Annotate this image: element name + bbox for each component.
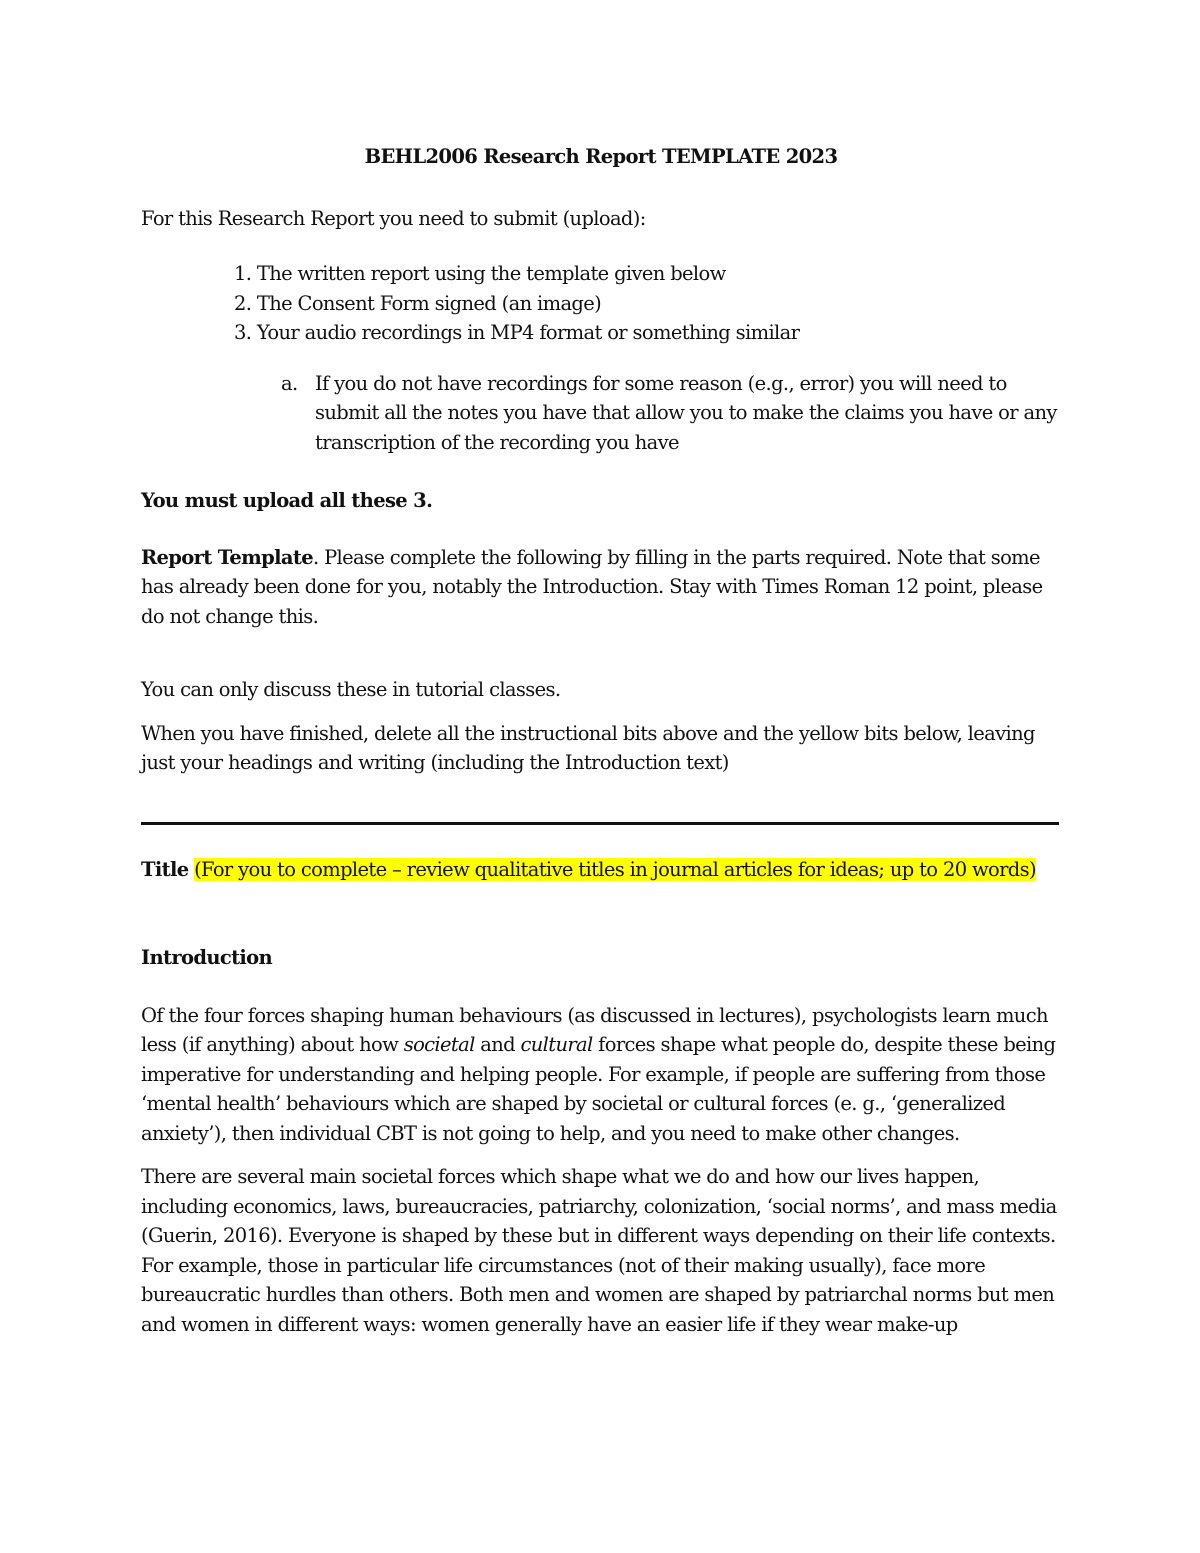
title-line bbox=[141, 855, 1061, 885]
list-item: 3. Your audio recordings in MP4 format or something similar bbox=[234, 321, 800, 344]
must-upload-note: You must upload all these 3. bbox=[141, 489, 433, 512]
sub-list-marker: a. bbox=[281, 371, 298, 395]
title-label: Title bbox=[141, 857, 189, 881]
horizontal-rule bbox=[141, 822, 1059, 825]
introduction-paragraph-2: There are several main societal forces which shape what we do and how our lives happen, including economics, laws, bureaucracies, patriarchy, colonization, ‘social norms’, and mass media (Guerin, 2016). Everyone is shaped by these but in different ways depending on their life contexts. For example, those in particular life circumstances (not of their making usually), face more bureaucratic hurdles than others. Both men and women are shaped by patriarchal norms but men and women in different ways: women generally have an easier life if they wear make-up bbox=[141, 1165, 1057, 1336]
sub-list-item bbox=[141, 369, 1061, 458]
paragraph-text: Of the four forces shaping human behaviours (as discussed in lectures), psychologists learn much less (if anything) about how bbox=[141, 1003, 1048, 1056]
report-template-label: Report Template bbox=[141, 545, 313, 569]
document-title: BEHL2006 Research Report TEMPLATE 2023 bbox=[364, 145, 838, 168]
report-template-text: . Please complete the following by filling in the parts required. Note that some has already been done for you, notably the Introduction. Stay with Times Roman 12 point, please do not change this. bbox=[141, 545, 1043, 628]
finished-note: When you have finished, delete all the instructional bits above and the yellow bits below, leaving just your headings and writing (including the Introduction text) bbox=[141, 721, 1035, 774]
emphasis-cultural: cultural bbox=[520, 1033, 593, 1056]
paragraph-text: and bbox=[474, 1033, 521, 1056]
introduction-paragraph-1 bbox=[141, 1001, 1061, 1149]
emphasis-societal: societal bbox=[403, 1033, 475, 1056]
submission-intro: For this Research Report you need to submit (upload): bbox=[141, 206, 646, 230]
submission-list bbox=[141, 259, 1061, 348]
title-instruction-highlight: (For you to complete – review qualitative titles in journal articles for ideas; up to 20 words) bbox=[194, 857, 1036, 881]
document-body bbox=[141, 142, 1061, 1339]
paragraph-text: forces shape what people do, despite these being imperative for understanding and helping people. For example, if people are suffering from those ‘mental health’ behaviours which are shaped by societal or cultural forces (e. g., ‘generalized anxiety’), then individual CBT is not going to help, and you need to make other changes. bbox=[141, 1033, 1056, 1145]
list-item: 2. The Consent Form signed (an image) bbox=[234, 291, 602, 315]
sub-list-text: If you do not have recordings for some reason (e.g., error) you will need to submit all the notes you have that allow you to make the claims you have or any transcription of the recording you have bbox=[315, 371, 1057, 454]
list-item: 1. The written report using the template given below bbox=[234, 262, 726, 285]
discuss-note: You can only discuss these in tutorial classes. bbox=[141, 678, 561, 701]
report-template-paragraph bbox=[141, 543, 1061, 632]
introduction-heading: Introduction bbox=[141, 946, 273, 969]
